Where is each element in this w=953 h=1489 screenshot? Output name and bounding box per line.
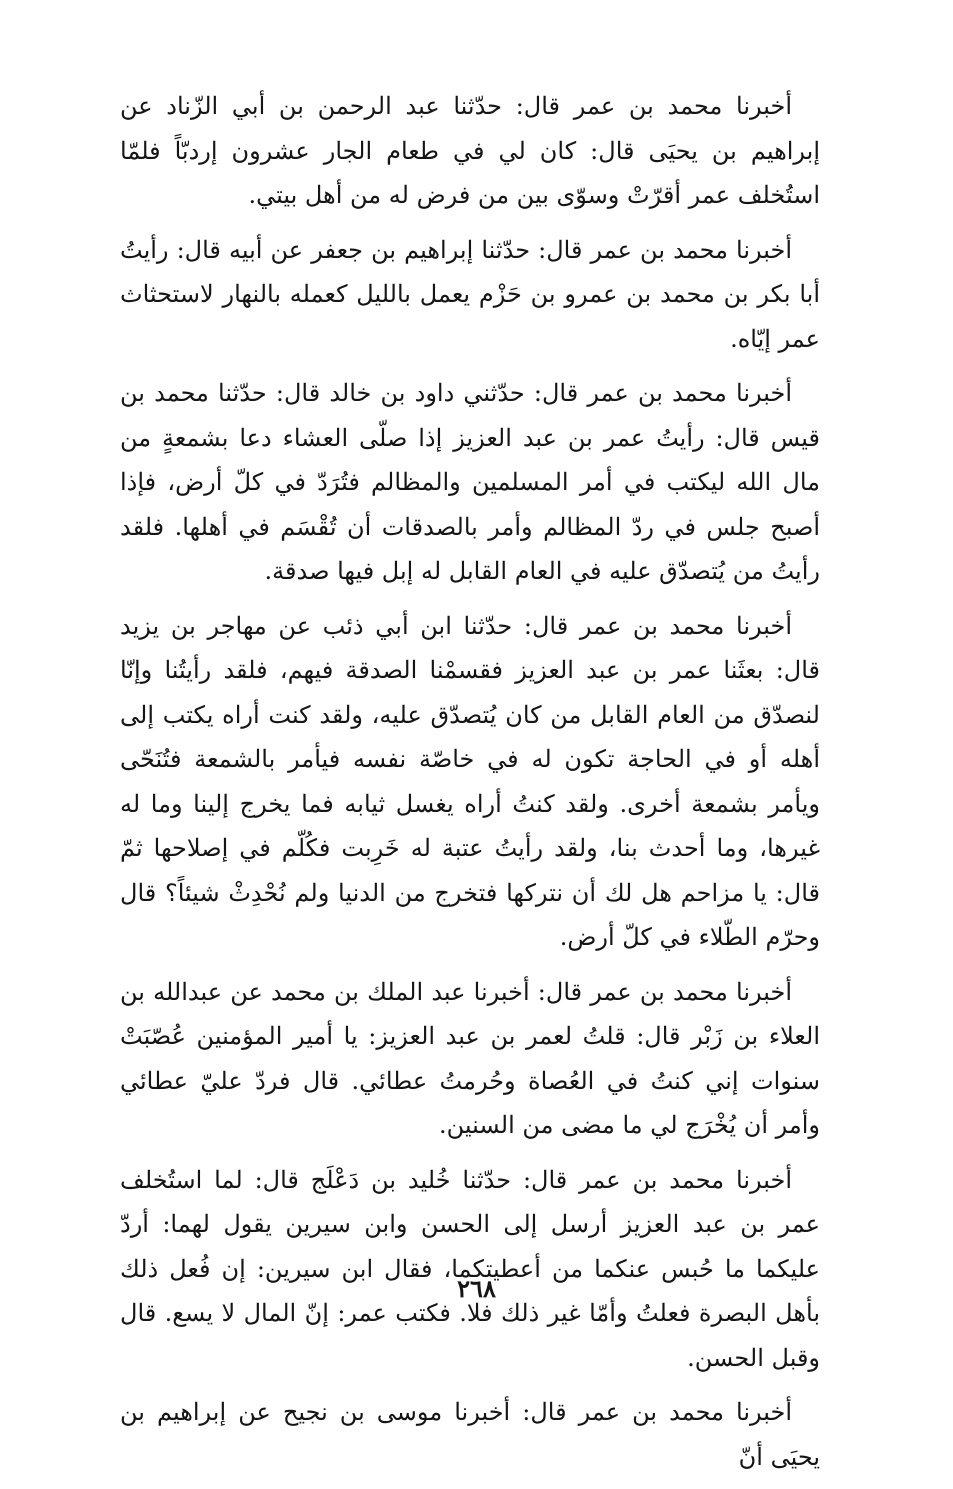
page-number: ٢٦٨ [457, 1274, 496, 1303]
paragraph-1: أخبرنا محمد بن عمر قال: حدّثنا عبد الرحمن بن أبي الزّناد عن إبراهيم بن يحيَى قال: كان لي في طعام الجار عشرون إردبّاً فلمّا استُخلف عمر أقرّتْ وسوّى بين من فرض له من أهل بيتي. [120, 92, 820, 209]
paragraph-2: أخبرنا محمد بن عمر قال: حدّثنا إبراهيم بن جعفر عن أبيه قال: رأيتُ أبا بكر بن محمد بن عمرو بن حَزْم يعمل بالليل كعمله بالنهار لاستحثاث عمر إيّاه. [120, 235, 820, 353]
paragraph-6: أخبرنا محمد بن عمر قال: حدّثنا خُليد بن دَعْلَج قال: لما استُخلف عمر بن عبد العزيز أرسل إلى الحسن وابن سيرين يقول لهما: أردّ عليكما ما حُبس عنكما من أعطيتكما، فقال ابن سيرين: إن فُعل ذلك بأهل البصرة فعلتُ وأمّا غير ذلك فلا. فكتب عمر: إنّ المال لا يسع. قال وقبل الحسن. [120, 1165, 820, 1372]
paragraph-3: أخبرنا محمد بن عمر قال: حدّثني داود بن خالد قال: حدّثنا محمد بن قيس قال: رأيتُ عمر بن عبد العزيز إذا صلّى العشاء دعا بشمعةٍ من مال الله ليكتب في أمر المسلمين والمظالم فتُرَدّ في كلّ أرض، فإذا أصبح جلس في ردّ المظالم وأمر بالصدقات أن تُقْسَم في أهلها. فلقد رأيتُ من يُتصدّق عليه في العام القابل له إبل فيها صدقة. [120, 379, 820, 585]
paragraph-5: أخبرنا محمد بن عمر قال: أخبرنا عبد الملك بن محمد عن عبدالله بن العلاء بن زَبْر قال: قلتُ لعمر بن عبد العزيز: يا أمير المؤمنين عُصّبَتْ سنوات إني كنتُ في العُصاة وحُرمتُ عطائي. قال فردّ عليّ عطائي وأمر أن يُخْرَج لي ما مضى من السنين. [120, 977, 820, 1139]
paragraph-7: أخبرنا محمد بن عمر قال: أخبرنا موسى بن نجيح عن إبراهيم بن يحيَى أنّ [120, 1398, 820, 1471]
paragraph-4: أخبرنا محمد بن عمر قال: حدّثنا ابن أبي ذئب عن مهاجر بن يزيد قال: بعثَنا عمر بن عبد العزيز فقسمْنا الصدقة فيهم، فلقد رأيتُنا وإنّا لنصدّق من العام القابل من كان يُتصدّق عليه، ولقد كنت أراه يكتب إلى أهله أو في الحاجة تكون له في خاصّة نفسه فيأمر بالشمعة فتُنَحّى ويأمر بشمعة أخرى. ولقد كنتُ أراه يغسل ثيابه فما يخرج إلينا وما له غيرها، وما أحدث بنا، ولقد رأيتُ عتبة له خَرِبت فكُلّم في إصلاحها ثمّ قال: يا مزاحم هل لك أن نتركها فتخرج من الدنيا ولم نُحْدِثْ شيئاً؟ قال وحرّم الطّلاء في كلّ أرض. [120, 611, 820, 951]
